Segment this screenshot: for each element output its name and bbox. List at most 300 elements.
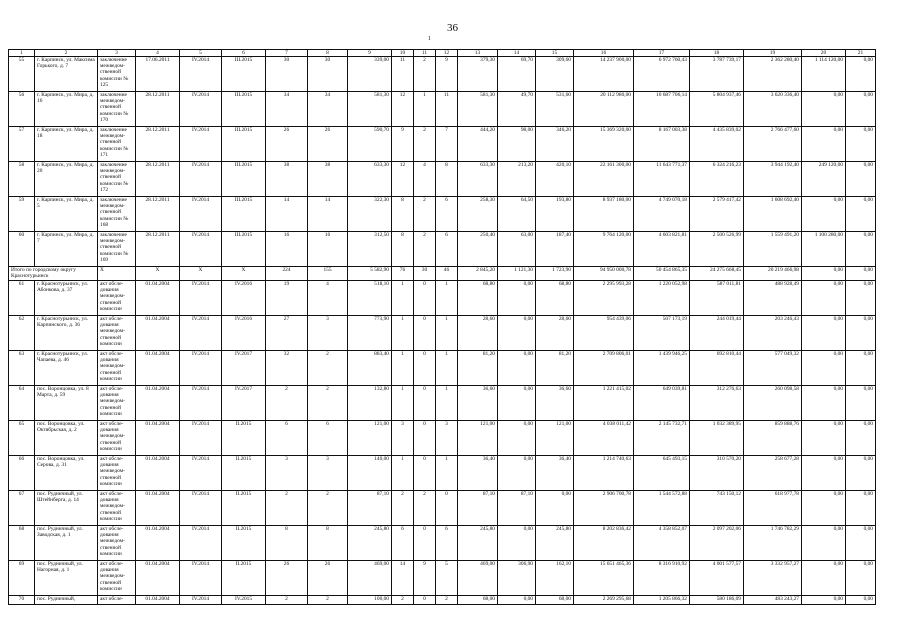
table-cell: 1 bbox=[436, 316, 458, 351]
table-cell: 14 237 900,00 bbox=[574, 57, 634, 92]
table-cell: акт обсле- bbox=[98, 596, 136, 605]
column-number: 11 bbox=[414, 50, 436, 57]
table-cell: 1 544 572,88 bbox=[634, 491, 690, 526]
table-row bbox=[9, 596, 876, 605]
table-cell: 68,00 bbox=[458, 596, 498, 605]
table-row bbox=[9, 92, 876, 127]
table-cell: 6 324 216,23 bbox=[690, 162, 744, 197]
table-row bbox=[9, 561, 876, 596]
table-cell: 2 709 806,01 bbox=[574, 351, 634, 386]
table-cell: г. Карпинск, ул. Мира, д. 18 bbox=[35, 127, 98, 162]
table-cell: 0,00 bbox=[802, 456, 846, 491]
table-cell: 3 bbox=[392, 421, 414, 456]
table-cell: 743 150,12 bbox=[690, 491, 744, 526]
table-cell: 61 bbox=[9, 281, 35, 316]
table-cell: 64,50 bbox=[498, 197, 536, 232]
table-cell: 0 bbox=[414, 456, 436, 491]
table-cell: 633,30 bbox=[348, 162, 392, 197]
table-cell: акт обсле- дования межведом- ственной комиссии bbox=[98, 386, 136, 421]
table-cell: пос. Воронцовка, ул. 8 Марта, д. 59 bbox=[35, 386, 98, 421]
column-number: 15 bbox=[536, 50, 574, 57]
table-cell: 01.04.2004 bbox=[136, 281, 180, 316]
total-label: Итого по городскому округу Краснотурьинск bbox=[9, 267, 98, 281]
column-number: 2 bbox=[35, 50, 98, 57]
table-cell: заключение межведом- ственной комиссии № 172 bbox=[98, 162, 136, 197]
table-cell: 2 766 477,60 bbox=[744, 127, 802, 162]
table-cell: 69,70 bbox=[498, 57, 536, 92]
table-cell: 0,00 bbox=[846, 526, 876, 561]
table-cell: 581,30 bbox=[458, 92, 498, 127]
table-cell: IV.2014 bbox=[180, 491, 222, 526]
table-cell: 1 723,90 bbox=[536, 267, 574, 281]
table-cell: 2 bbox=[308, 351, 348, 386]
table-cell: 692 810,44 bbox=[690, 351, 744, 386]
table-cell: 0,00 bbox=[802, 92, 846, 127]
table-cell: 469,00 bbox=[348, 561, 392, 596]
table-cell: заключение межведом- ственной комиссии № 170 bbox=[98, 92, 136, 127]
table-cell: 0,00 bbox=[846, 351, 876, 386]
table-cell: 8 167 003,38 bbox=[634, 127, 690, 162]
table-cell: 258 677,28 bbox=[744, 456, 802, 491]
table-cell: 309,60 bbox=[536, 57, 574, 92]
table-cell: г. Краснотурьинск, ул. Карпинского, д. 36 bbox=[35, 316, 98, 351]
table-cell: III.2015 bbox=[222, 57, 266, 92]
table-cell: 16 bbox=[308, 232, 348, 267]
table-cell: IV.2014 bbox=[180, 386, 222, 421]
table-row bbox=[9, 281, 876, 316]
table-cell: 01.04.2004 bbox=[136, 351, 180, 386]
table-row bbox=[9, 456, 876, 491]
table-cell: IV.2014 bbox=[180, 197, 222, 232]
table-cell: 0,00 bbox=[846, 267, 876, 281]
table-cell: акт обсле- дования межведом- ственной комиссии bbox=[98, 421, 136, 456]
table-cell: 1 205 866,32 bbox=[634, 596, 690, 605]
table-cell: 193,80 bbox=[536, 197, 574, 232]
table-cell: 3 bbox=[308, 456, 348, 491]
table-cell: IV.2014 bbox=[180, 57, 222, 92]
table-cell: 587 011,81 bbox=[690, 281, 744, 316]
table-cell: 2 bbox=[308, 596, 348, 605]
table-cell: 2 295 993,28 bbox=[574, 281, 634, 316]
table-cell: 38 bbox=[266, 162, 308, 197]
table-cell: 9 bbox=[414, 561, 436, 596]
table-cell: 590,70 bbox=[348, 127, 392, 162]
table-cell: 859 888,76 bbox=[744, 421, 802, 456]
table-cell: 5 582,90 bbox=[348, 267, 392, 281]
table-cell: IV.2014 bbox=[180, 596, 222, 605]
table-cell: 224 bbox=[266, 267, 308, 281]
table-cell: 1 121,30 bbox=[498, 267, 536, 281]
table-cell: 121,00 bbox=[458, 421, 498, 456]
table-cell: 63 bbox=[9, 351, 35, 386]
table-cell: IV.2014 bbox=[180, 316, 222, 351]
table-cell: 100,00 bbox=[348, 596, 392, 605]
table-cell: 0,00 bbox=[498, 456, 536, 491]
table-cell: 483 243,27 bbox=[744, 596, 802, 605]
table-cell: 1 221 415,02 bbox=[574, 386, 634, 421]
table-cell: 2 bbox=[414, 127, 436, 162]
table-cell: 2 bbox=[308, 491, 348, 526]
table-cell: 1 746 782,29 bbox=[744, 526, 802, 561]
table-cell: Х bbox=[222, 267, 266, 281]
table-cell: IV.2014 bbox=[180, 456, 222, 491]
table-cell: 01.04.2004 bbox=[136, 386, 180, 421]
table-cell: 3 620 336,40 bbox=[744, 92, 802, 127]
table-cell: 0 bbox=[414, 316, 436, 351]
table-cell: 8 bbox=[308, 526, 348, 561]
page-mark: 1 bbox=[428, 36, 431, 42]
table-cell: 14 bbox=[266, 197, 308, 232]
table-cell: 0,00 bbox=[802, 197, 846, 232]
column-number: 4 bbox=[136, 50, 180, 57]
table-cell: 0,00 bbox=[802, 267, 846, 281]
table-cell: 9 bbox=[392, 127, 414, 162]
table-cell: 531,60 bbox=[536, 92, 574, 127]
table-cell: III.2015 bbox=[222, 232, 266, 267]
table-cell: 0,00 bbox=[846, 596, 876, 605]
table-cell: 1 439 946,25 bbox=[634, 351, 690, 386]
table-cell: IV.2014 bbox=[180, 232, 222, 267]
table-cell: 4 749 070,18 bbox=[634, 197, 690, 232]
table-cell: 2 bbox=[308, 386, 348, 421]
table-cell: 6 bbox=[266, 421, 308, 456]
table-cell: 507 173,19 bbox=[634, 316, 690, 351]
table-cell: 581,30 bbox=[348, 92, 392, 127]
table-cell: 306,90 bbox=[498, 561, 536, 596]
table-cell: 11 643 771,37 bbox=[634, 162, 690, 197]
table-cell: 1 bbox=[436, 456, 458, 491]
column-number: 14 bbox=[498, 50, 536, 57]
table-cell: 63,00 bbox=[498, 232, 536, 267]
table-cell: 0,00 bbox=[498, 526, 536, 561]
table-cell: акт обсле- дования межведом- ственной комиссии bbox=[98, 456, 136, 491]
table-cell: 1 bbox=[392, 386, 414, 421]
table-cell: 2 bbox=[414, 197, 436, 232]
table-cell: 9 764 120,00 bbox=[574, 232, 634, 267]
table-cell: 24 275 668,45 bbox=[690, 267, 744, 281]
table-cell: 0,00 bbox=[498, 281, 536, 316]
table-cell: 68,80 bbox=[536, 281, 574, 316]
table-cell: 32 bbox=[266, 351, 308, 386]
table-cell: 0,00 bbox=[498, 316, 536, 351]
table-cell: 4 358 852,07 bbox=[634, 526, 690, 561]
table-cell: 444,20 bbox=[458, 127, 498, 162]
table-cell: 12 bbox=[392, 92, 414, 127]
table-cell: 36,40 bbox=[458, 456, 498, 491]
table-cell: 2 bbox=[414, 232, 436, 267]
table-cell: акт обсле- дования межведом- ственной комиссии bbox=[98, 561, 136, 596]
table-cell: 87,10 bbox=[498, 491, 536, 526]
table-cell: 0 bbox=[414, 596, 436, 605]
table-cell: 69 bbox=[9, 561, 35, 596]
table-cell: пос. Рудничный, ул. Нагорная, д. 1 bbox=[35, 561, 98, 596]
table-cell: 1 214 740,63 bbox=[574, 456, 634, 491]
table-row bbox=[9, 421, 876, 456]
column-number: 6 bbox=[222, 50, 266, 57]
table-cell: 22 161 300,00 bbox=[574, 162, 634, 197]
table-cell: 0,00 bbox=[498, 351, 536, 386]
table-cell: 8 bbox=[266, 526, 308, 561]
table-cell: 49,70 bbox=[498, 92, 536, 127]
table-cell: 245,80 bbox=[458, 526, 498, 561]
table-cell: 518,10 bbox=[348, 281, 392, 316]
table-cell: 2 579 417,42 bbox=[690, 197, 744, 232]
table-cell: 0,00 bbox=[846, 127, 876, 162]
table-cell: 64 bbox=[9, 386, 35, 421]
table-cell: 27 bbox=[266, 316, 308, 351]
table-cell: 249 120,00 bbox=[802, 162, 846, 197]
table-cell: 1 bbox=[414, 92, 436, 127]
table-cell: 30 bbox=[414, 267, 436, 281]
table-cell: 155 bbox=[308, 267, 348, 281]
table-cell: 0 bbox=[414, 386, 436, 421]
table-cell: 28.12.2011 bbox=[136, 162, 180, 197]
table-cell: 3 332 957,27 bbox=[744, 561, 802, 596]
table-cell: пос. Рудничный, ул. Штейнберга, д. 14 bbox=[35, 491, 98, 526]
table-cell: 65 bbox=[9, 421, 35, 456]
table-cell: 68 bbox=[9, 526, 35, 561]
table-cell: II.2015 bbox=[222, 456, 266, 491]
table-cell: 87,10 bbox=[458, 491, 498, 526]
table-cell: 0,00 bbox=[846, 281, 876, 316]
column-number: 18 bbox=[690, 50, 744, 57]
table-cell: 01.04.2004 bbox=[136, 596, 180, 605]
table-cell: г. Карпинск, ул. Мира, д. 7 bbox=[35, 232, 98, 267]
table-row bbox=[9, 491, 876, 526]
table-row bbox=[9, 316, 876, 351]
table-cell: 6 bbox=[436, 197, 458, 232]
table-cell: 1 bbox=[392, 456, 414, 491]
table-cell: 488 928,49 bbox=[744, 281, 802, 316]
table-cell: IV.2016 bbox=[222, 316, 266, 351]
table-cell: 1 bbox=[392, 351, 414, 386]
table-cell: 773,90 bbox=[348, 316, 392, 351]
column-number: 19 bbox=[744, 50, 802, 57]
table-cell: IV.2014 bbox=[180, 421, 222, 456]
table-cell: 8 202 836,42 bbox=[574, 526, 634, 561]
table-cell: 339,00 bbox=[348, 57, 392, 92]
table-cell: 28.12.2011 bbox=[136, 127, 180, 162]
table-cell: г. Карпинск, ул. Максима Горького, д. 7 bbox=[35, 57, 98, 92]
table-cell: 66 bbox=[9, 456, 35, 491]
table-cell: 0,00 bbox=[846, 421, 876, 456]
page-number: 36 bbox=[447, 22, 458, 34]
table-cell: 244 019,44 bbox=[690, 316, 744, 351]
table-cell: 0,00 bbox=[846, 456, 876, 491]
table-cell: 12 bbox=[392, 162, 414, 197]
table-cell: 26 bbox=[308, 561, 348, 596]
table-cell: 59 bbox=[9, 197, 35, 232]
table-cell: 0,00 bbox=[498, 421, 536, 456]
total-row bbox=[9, 267, 876, 281]
table-cell: 3 bbox=[308, 316, 348, 351]
table-cell: IV.2015 bbox=[222, 596, 266, 605]
table-cell: Х bbox=[98, 267, 136, 281]
table-cell: 17.06.2011 bbox=[136, 57, 180, 92]
table-cell: 01.04.2004 bbox=[136, 421, 180, 456]
table-row bbox=[9, 386, 876, 421]
table-cell: 1 bbox=[392, 281, 414, 316]
table-cell: IV.2017 bbox=[222, 386, 266, 421]
table-cell: 2 bbox=[266, 491, 308, 526]
table-cell: 260 098,58 bbox=[744, 386, 802, 421]
table-cell: 1 114 120,00 bbox=[802, 57, 846, 92]
table-cell: 10 687 706,14 bbox=[634, 92, 690, 127]
table-cell: 6 972 760,43 bbox=[634, 57, 690, 92]
table-cell: III.2015 bbox=[222, 92, 266, 127]
table-cell: 8 bbox=[392, 232, 414, 267]
table-cell: пос. Воронцовка, ул. Октябрьская, д. 2 bbox=[35, 421, 98, 456]
column-number: 20 bbox=[802, 50, 846, 57]
table-cell: 01.04.2004 bbox=[136, 491, 180, 526]
table-cell: 0,00 bbox=[846, 561, 876, 596]
table-cell: 0,00 bbox=[846, 232, 876, 267]
table-cell: IV.2014 bbox=[180, 351, 222, 386]
table-cell: 2 bbox=[392, 491, 414, 526]
table-cell: 1 bbox=[392, 316, 414, 351]
table-cell: 187,40 bbox=[536, 232, 574, 267]
table-cell: 76 bbox=[392, 267, 414, 281]
table-cell: 4 038 011,42 bbox=[574, 421, 634, 456]
table-cell: 3 bbox=[266, 456, 308, 491]
table-cell: 11 bbox=[392, 57, 414, 92]
table-cell: заключение межведом- ственной комиссии № 125 bbox=[98, 57, 136, 92]
table-cell: 0,00 bbox=[846, 316, 876, 351]
table-cell: IV.2014 bbox=[180, 127, 222, 162]
table-cell: 0,00 bbox=[846, 92, 876, 127]
table-cell: 60 bbox=[9, 232, 35, 267]
column-number: 7 bbox=[266, 50, 308, 57]
column-number: 17 bbox=[634, 50, 690, 57]
table-cell: 36,60 bbox=[536, 386, 574, 421]
table-cell: 81,20 bbox=[536, 351, 574, 386]
table-cell: 5 804 937,46 bbox=[690, 92, 744, 127]
column-number: 9 bbox=[348, 50, 392, 57]
table-cell: II.2015 bbox=[222, 421, 266, 456]
housing-program-table bbox=[8, 49, 876, 605]
table-cell: 245,80 bbox=[536, 526, 574, 561]
table-cell: 26 bbox=[266, 127, 308, 162]
column-number: 21 bbox=[846, 50, 876, 57]
table-cell: IV.2014 bbox=[180, 92, 222, 127]
column-number: 12 bbox=[436, 50, 458, 57]
table-cell: 2 906 700,78 bbox=[574, 491, 634, 526]
table-cell: 1 220 052,98 bbox=[634, 281, 690, 316]
table-cell: 3 787 739,17 bbox=[690, 57, 744, 92]
table-cell: 20 219 466,98 bbox=[744, 267, 802, 281]
column-number: 1 bbox=[9, 50, 35, 57]
table-cell: 8 316 910,92 bbox=[634, 561, 690, 596]
table-cell: 649 039,81 bbox=[634, 386, 690, 421]
table-cell: 68,80 bbox=[458, 281, 498, 316]
table-cell: 15 369 320,00 bbox=[574, 127, 634, 162]
table-cell: 57 bbox=[9, 127, 35, 162]
table-cell: 4 603 821,81 bbox=[634, 232, 690, 267]
table-cell: 8 bbox=[392, 197, 414, 232]
table-cell: 81,20 bbox=[458, 351, 498, 386]
table-cell: 2 362 280,40 bbox=[744, 57, 802, 92]
table-cell: 15 651 465,36 bbox=[574, 561, 634, 596]
table-cell: 14 bbox=[308, 197, 348, 232]
table-cell: 121,00 bbox=[536, 421, 574, 456]
table-cell: IV.2016 bbox=[222, 281, 266, 316]
table-cell: 30 bbox=[266, 57, 308, 92]
table-cell: 6 bbox=[308, 421, 348, 456]
table-cell: 2 bbox=[266, 386, 308, 421]
table-cell: 310 570,20 bbox=[690, 456, 744, 491]
table-cell: 26 bbox=[308, 127, 348, 162]
table-cell: 2 500 526,99 bbox=[690, 232, 744, 267]
table-cell: 46 bbox=[436, 267, 458, 281]
table-cell: 62 bbox=[9, 316, 35, 351]
table-cell: 14 bbox=[392, 561, 414, 596]
table-cell: заключение межведом- ственной комиссии № 169 bbox=[98, 232, 136, 267]
table-cell: 4 bbox=[308, 281, 348, 316]
table-cell: 4 435 839,02 bbox=[690, 127, 744, 162]
table-cell: акт обсле- дования межведом- ственной комиссии bbox=[98, 351, 136, 386]
table-cell: 0,00 bbox=[846, 162, 876, 197]
column-number-row bbox=[9, 50, 876, 57]
table-cell: г. Краснотурьинск, ул. Абонкова, д. 37 bbox=[35, 281, 98, 316]
table-cell: 7 bbox=[436, 127, 458, 162]
table-cell: 94 950 000,78 bbox=[574, 267, 634, 281]
table-cell: пос. Воронцовка, ул. Серова, д. 31 bbox=[35, 456, 98, 491]
table-cell: 5 bbox=[436, 561, 458, 596]
table-cell: 58 bbox=[9, 162, 35, 197]
column-number: 10 bbox=[392, 50, 414, 57]
table-cell: 01.04.2004 bbox=[136, 456, 180, 491]
table-cell: 0,00 bbox=[802, 421, 846, 456]
table-cell: 0,00 bbox=[802, 316, 846, 351]
table-cell: II.2015 bbox=[222, 561, 266, 596]
table-cell: 1 559 491,20 bbox=[744, 232, 802, 267]
table-cell: 0,00 bbox=[846, 386, 876, 421]
table-row bbox=[9, 197, 876, 232]
table-cell: акт обсле- дования межведом- ственной комиссии bbox=[98, 526, 136, 561]
table-cell: 213,20 bbox=[498, 162, 536, 197]
table-cell: 6 bbox=[392, 526, 414, 561]
table-cell: 1 608 692,40 bbox=[744, 197, 802, 232]
table-cell: 28.12.2011 bbox=[136, 232, 180, 267]
table-cell: 0 bbox=[414, 351, 436, 386]
table-cell: 30 bbox=[308, 57, 348, 92]
table-cell: IV.2014 bbox=[180, 526, 222, 561]
table-row bbox=[9, 351, 876, 386]
table-cell: заключение межведом- ственной комиссии № 171 bbox=[98, 127, 136, 162]
column-number: 8 bbox=[308, 50, 348, 57]
table-cell: Х bbox=[180, 267, 222, 281]
table-cell: 50 454 865,35 bbox=[634, 267, 690, 281]
table-cell: акт обсле- дования межведом- ственной комиссии bbox=[98, 491, 136, 526]
table-cell: 6 bbox=[436, 526, 458, 561]
table-cell: 0 bbox=[414, 421, 436, 456]
table-cell: 01.04.2004 bbox=[136, 316, 180, 351]
table-cell: 140,00 bbox=[348, 456, 392, 491]
table-cell: 322,30 bbox=[348, 197, 392, 232]
table-cell: IV.2014 bbox=[180, 281, 222, 316]
table-cell: 2 bbox=[266, 596, 308, 605]
table-cell: 1 bbox=[436, 351, 458, 386]
table-cell: г. Карпинск, ул. Мира, д. 5 bbox=[35, 197, 98, 232]
table-cell: 34 bbox=[308, 92, 348, 127]
table-cell: 312 276,63 bbox=[690, 386, 744, 421]
table-cell: 87,10 bbox=[348, 491, 392, 526]
column-number: 16 bbox=[574, 50, 634, 57]
table-cell: 0 bbox=[414, 281, 436, 316]
table-row bbox=[9, 57, 876, 92]
table-cell: Х bbox=[136, 267, 180, 281]
table-cell: 55 bbox=[9, 57, 35, 92]
